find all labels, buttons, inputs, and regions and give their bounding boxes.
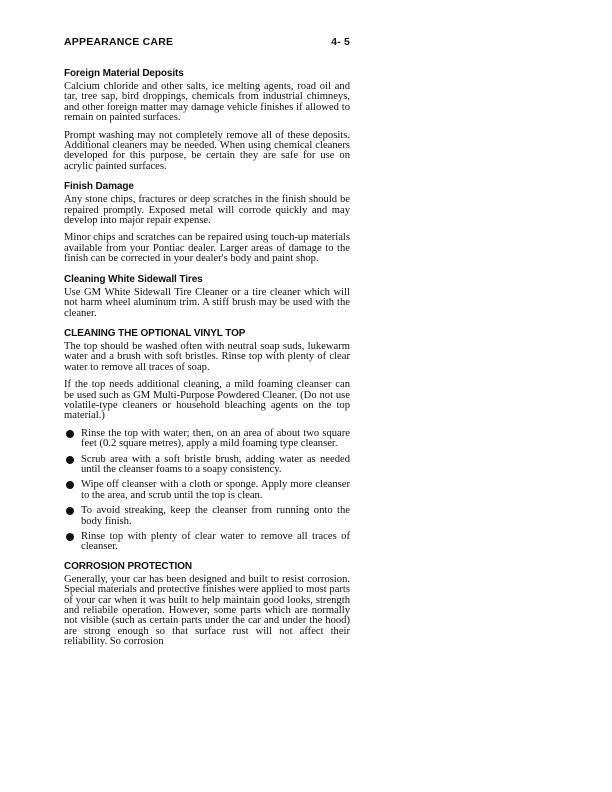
bullet-icon (64, 455, 81, 476)
bullet-list (64, 429, 350, 553)
section-sidewall-tires (64, 274, 350, 319)
paragraph: Minor chips and scratches can be repaired using touch-up materials available from your Pontiac dealer. Larger areas of damage to the finish can be corrected in your dealer's body and paint shop. (64, 232, 350, 265)
section-heading: Finish Damage (64, 181, 134, 193)
paragraph: The top should be washed often with neutral soap suds, lukewarm water and a brush with soft bristles. Rinse top with plenty of clear water to remove all traces of soap. (64, 340, 350, 373)
list-item-text: Scrub area with a soft bristle brush, adding water as needed until the cleanser foams to a soapy consistency. (81, 453, 350, 475)
list-item (64, 480, 350, 501)
paragraph: Prompt washing may not completely remove all of these deposits. Additional cleaners may be needed. When using chemical cleaners developed for this purpose, be certain they are safe for use on acrylic painted surfaces. (64, 129, 350, 172)
running-header (64, 36, 350, 48)
section-heading: CORROSION PROTECTION (64, 560, 193, 572)
list-item (64, 455, 350, 476)
section-corrosion-protection (64, 561, 350, 648)
section-heading: Cleaning White Sidewall Tires (64, 273, 203, 285)
bullet-icon (64, 506, 81, 527)
section-finish-damage (64, 181, 350, 264)
list-item-text: Rinse the top with water; then, on an area of about two square feet (0.2 square metres), apply a mild foaming type cleanser. (81, 427, 350, 450)
bullet-icon (64, 532, 81, 553)
paragraph: Generally, your car has been designed and built to resist corrosion. Special materials and protective finishes were applied to most parts of your car when it was built to help maintain good looks, strength and reliabile operation. However, some parts which are normally not visible (such as certain parts under the car and under the hood) are strong enough so that surface rust will not affect their reliability. So corrosion (64, 573, 350, 648)
list-item (64, 429, 350, 450)
list-item-text: Wipe off cleanser with a cloth or sponge. Apply more cleanser to the area, and scrub until the top is clean. (81, 479, 350, 501)
bullet-icon (64, 480, 81, 501)
section-heading: CLEANING THE OPTIONAL VINYL TOP (64, 327, 246, 339)
list-item (64, 506, 350, 527)
paragraph: If the top needs additional cleaning, a mild foaming cleanser can be used such as GM Multi-Purpose Powdered Cleaner. (Do not use volatile-type cleaners or household bleaching agents on the top material.) (64, 379, 350, 422)
list-item (64, 532, 350, 553)
list-item-text: Rinse top with plenty of clear water to remove all traces of cleanser. (81, 531, 350, 553)
section-title: APPEARANCE CARE (64, 36, 174, 48)
manual-page (64, 36, 350, 655)
section-heading: Foreign Material Deposits (64, 68, 184, 79)
bullet-icon (64, 429, 81, 450)
section-foreign-material (64, 68, 350, 172)
paragraph: Use GM White Sidewall Tire Cleaner or a tire cleaner which will not harm wheel aluminum trim. A stiff brush may be used with the cleaner. (64, 286, 350, 319)
page-number: 4- 5 (331, 36, 350, 48)
paragraph: Any stone chips, fractures or deep scratches in the finish should be repaired promptly. Exposed metal will corrode quickly and may develop into major repair expense. (64, 194, 350, 227)
paragraph: Calcium chloride and other salts, ice melting agents, road oil and tar, tree sap, bird droppings, chemicals from industrial chimneys, and other foreign matter may damage vehicle finishes if allowed to remain on painted surfaces. (64, 81, 350, 124)
section-vinyl-top (64, 328, 350, 553)
list-item-text: To avoid streaking, keep the cleanser from running onto the body finish. (81, 505, 350, 527)
